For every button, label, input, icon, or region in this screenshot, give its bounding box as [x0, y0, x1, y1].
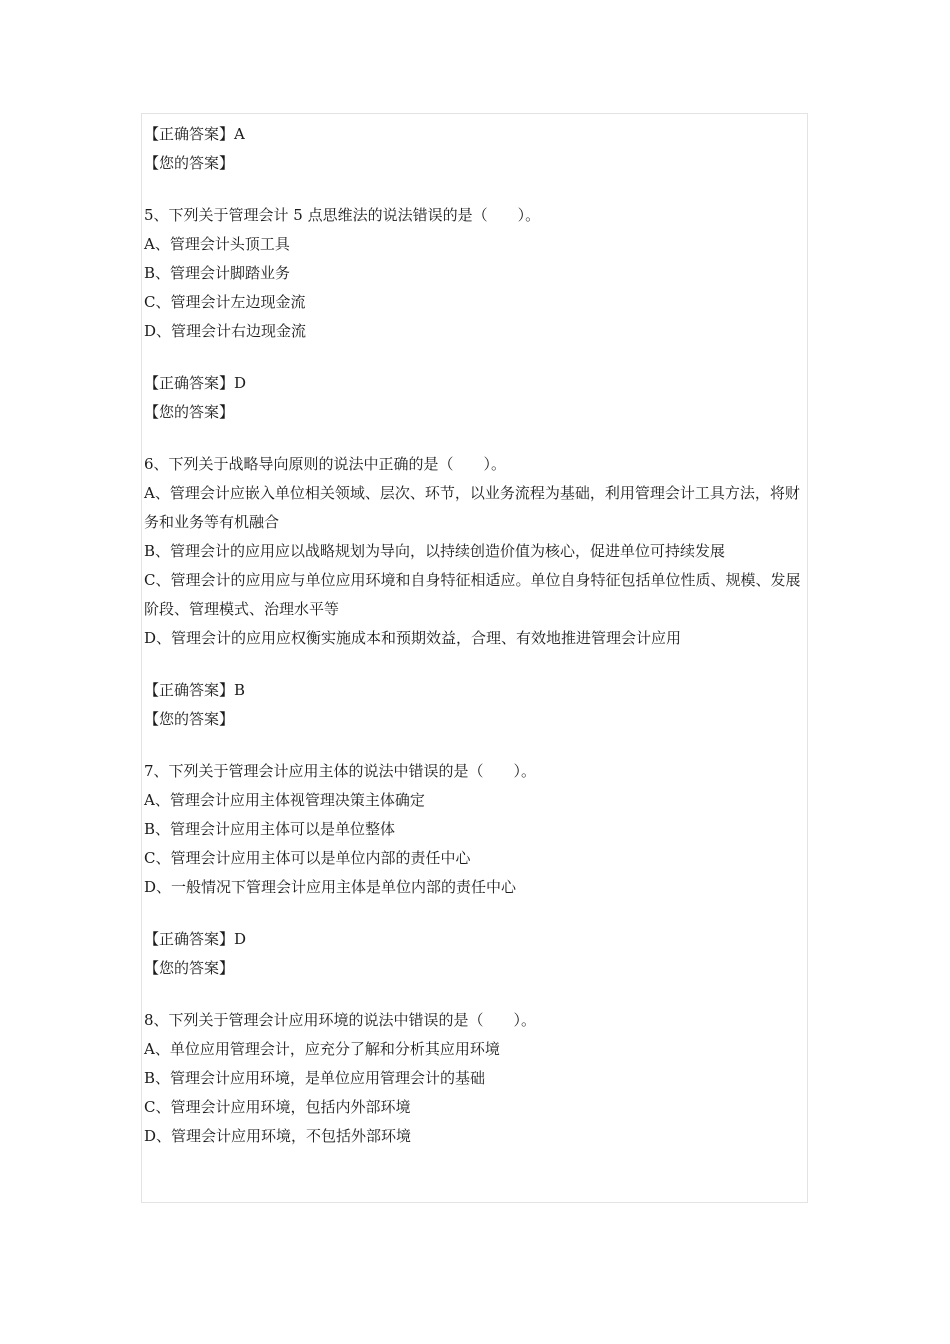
- question-stem: 7、下列关于管理会计应用主体的说法中错误的是（ ）。: [144, 762, 537, 780]
- option-b: B、管理会计应用环境，是单位应用管理会计的基础: [144, 1069, 486, 1087]
- question-7: [144, 757, 808, 983]
- your-answer: 【您的答案】: [144, 710, 235, 728]
- option-c: C、管理会计应用主体可以是单位内部的责任中心: [144, 849, 471, 867]
- option-c: C、管理会计的应用应与单位应用环境和自身特征相适应。单位自身特征包括单位性质、规模、发展阶段、管理模式、治理水平等: [144, 571, 801, 618]
- option-b: B、管理会计的应用应以战略规划为导向，以持续创造价值为核心，促进单位可持续发展: [144, 542, 726, 560]
- option-b: B、管理会计应用主体可以是单位整体: [144, 820, 396, 838]
- correct-answer: 【正确答案】B: [144, 681, 246, 699]
- option-b: B、管理会计脚踏业务: [144, 264, 291, 282]
- option-a: A、管理会计头顶工具: [144, 235, 290, 253]
- option-c: C、管理会计左边现金流: [144, 293, 306, 311]
- option-d: D、管理会计右边现金流: [144, 322, 307, 340]
- option-a: A、单位应用管理会计，应充分了解和分析其应用环境: [144, 1040, 500, 1058]
- correct-answer: 【正确答案】D: [144, 374, 247, 392]
- option-c: C、管理会计应用环境，包括内外部环境: [144, 1098, 411, 1116]
- option-d: D、管理会计的应用应权衡实施成本和预期效益，合理、有效地推进管理会计应用: [144, 629, 682, 647]
- document-content: [144, 120, 808, 1151]
- option-d: D、一般情况下管理会计应用主体是单位内部的责任中心: [144, 878, 517, 896]
- your-answer: 【您的答案】: [144, 403, 235, 421]
- question-6: [144, 450, 808, 734]
- question-8: [144, 1006, 808, 1151]
- option-a: A、管理会计应用主体视管理决策主体确定: [144, 791, 425, 809]
- question-stem: 5、下列关于管理会计 5 点思维法的说法错误的是（ ）。: [144, 206, 541, 224]
- your-answer: 【您的答案】: [144, 154, 235, 172]
- correct-answer: 【正确答案】D: [144, 930, 247, 948]
- correct-answer: 【正确答案】A: [144, 125, 245, 143]
- question-5: [144, 201, 808, 427]
- question-stem: 6、下列关于战略导向原则的说法中正确的是（ ）。: [144, 455, 507, 473]
- your-answer: 【您的答案】: [144, 959, 235, 977]
- option-d: D、管理会计应用环境，不包括外部环境: [144, 1127, 412, 1145]
- question-stem: 8、下列关于管理会计应用环境的说法中错误的是（ ）。: [144, 1011, 537, 1029]
- option-a: A、管理会计应嵌入单位相关领域、层次、环节，以业务流程为基础，利用管理会计工具方法，将财务和业务等有机融合: [144, 484, 800, 531]
